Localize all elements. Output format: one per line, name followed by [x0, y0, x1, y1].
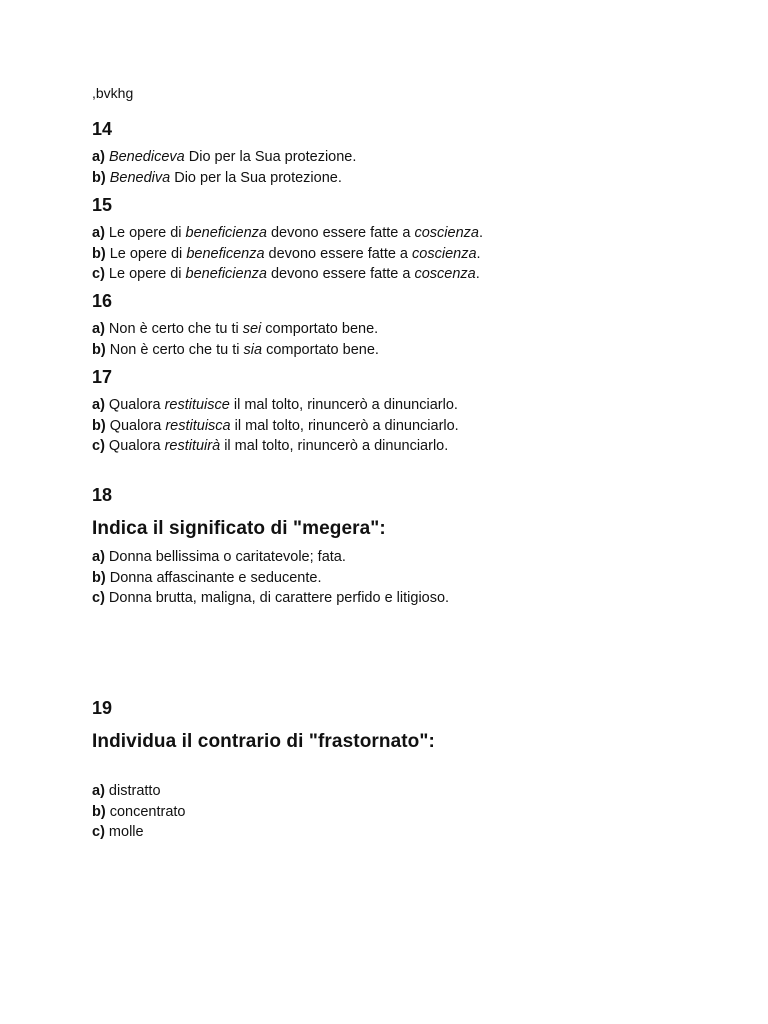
- option-text: comportato bene.: [262, 341, 379, 358]
- option-letter: b): [92, 803, 106, 820]
- option-text: Qualora: [104, 438, 165, 455]
- options-list: [92, 319, 712, 360]
- answer-option: [92, 416, 712, 437]
- option-italic-text: beneficienza: [185, 266, 267, 283]
- option-letter: c): [92, 590, 105, 607]
- question-number: 18: [92, 485, 113, 505]
- answer-option: [92, 568, 712, 589]
- option-letter: a): [92, 321, 105, 337]
- question-number: 17: [92, 367, 113, 387]
- option-letter: b): [92, 245, 106, 262]
- answer-option: [92, 340, 712, 361]
- option-text: il mal tolto, rinuncerò a dinunciarlo.: [230, 417, 459, 434]
- option-letter: a): [92, 549, 105, 565]
- option-text: Le opere di: [105, 245, 187, 262]
- option-text: devono essere fatte a: [264, 245, 413, 262]
- question-16: [92, 290, 712, 360]
- option-italic-text: restituisce: [164, 397, 230, 413]
- option-italic-text: Benediceva: [108, 149, 185, 165]
- question-number: 19: [92, 698, 113, 718]
- option-text: il mal tolto, rinuncerò a dinunciarlo.: [229, 397, 458, 413]
- answer-option: [92, 264, 712, 285]
- option-text: .: [475, 266, 480, 283]
- question-prompt: Indica il significato di "megera":: [92, 518, 386, 539]
- answer-option: [92, 588, 712, 609]
- question-19: [92, 697, 712, 843]
- answer-option: [92, 147, 712, 168]
- answer-option: [92, 168, 712, 189]
- option-letter: b): [92, 417, 106, 434]
- question-number: 14: [92, 119, 113, 139]
- answer-option: [92, 319, 712, 340]
- option-text: Qualora: [104, 397, 165, 413]
- option-letter: c): [92, 438, 105, 455]
- option-italic-text: sia: [243, 341, 263, 358]
- option-text: Dio per la Sua protezione.: [184, 149, 357, 165]
- answer-option: [92, 781, 712, 802]
- option-text: Non è certo che tu ti: [104, 321, 243, 337]
- header-text: ,bvkhg: [92, 85, 134, 101]
- answer-option: [92, 223, 712, 244]
- option-text: concentrato: [105, 803, 186, 820]
- option-text: Donna brutta, maligna, di carattere perfido e litigioso.: [104, 590, 450, 607]
- option-text: il mal tolto, rinuncerò a dinunciarlo.: [220, 438, 449, 455]
- option-letter: c): [92, 824, 105, 841]
- option-text: Le opere di: [104, 266, 186, 283]
- options-list: [92, 395, 712, 457]
- option-text: devono essere fatte a: [266, 266, 415, 283]
- answer-option: [92, 822, 712, 843]
- option-letter: b): [92, 569, 106, 586]
- options-list: [92, 547, 712, 609]
- option-text: Le opere di: [104, 225, 186, 241]
- question-14: [92, 118, 712, 188]
- option-letter: b): [92, 341, 106, 358]
- option-letter: c): [92, 266, 105, 283]
- option-italic-text: restituirà: [164, 438, 221, 455]
- question-18: [92, 484, 712, 609]
- answer-option: [92, 802, 712, 823]
- option-italic-text: sei: [242, 321, 262, 337]
- answer-option: [92, 244, 712, 265]
- option-text: Non è certo che tu ti: [105, 341, 244, 358]
- options-list: [92, 781, 712, 843]
- option-text: .: [476, 245, 481, 262]
- answer-option: [92, 395, 712, 416]
- option-text: Qualora: [105, 417, 166, 434]
- option-letter: a): [92, 783, 105, 799]
- option-text: Dio per la Sua protezione.: [170, 169, 342, 186]
- option-text: devono essere fatte a: [266, 225, 415, 241]
- question-15: [92, 194, 712, 285]
- option-italic-text: beneficenza: [186, 245, 265, 262]
- question-number: 16: [92, 291, 113, 311]
- option-italic-text: coscenza: [414, 266, 476, 283]
- option-letter: a): [92, 225, 105, 241]
- option-text: Donna affascinante e seducente.: [105, 569, 322, 586]
- option-italic-text: beneficienza: [185, 225, 267, 241]
- answer-option: [92, 547, 712, 568]
- options-list: [92, 147, 712, 188]
- option-text: distratto: [104, 783, 161, 799]
- question-prompt: Individua il contrario di "frastornato":: [92, 731, 435, 752]
- option-text: Donna bellissima o caritatevole; fata.: [104, 549, 346, 565]
- option-italic-text: restituisca: [165, 417, 231, 434]
- question-number: 15: [92, 195, 113, 215]
- option-letter: b): [92, 169, 106, 186]
- option-text: comportato bene.: [261, 321, 379, 337]
- question-17: [92, 366, 712, 457]
- options-list: [92, 223, 712, 285]
- option-italic-text: coscienza: [412, 245, 477, 262]
- option-letter: a): [92, 397, 105, 413]
- option-text: molle: [104, 824, 144, 841]
- option-italic-text: coscienza: [414, 225, 479, 241]
- option-italic-text: Benediva: [109, 169, 171, 186]
- option-text: .: [478, 225, 483, 241]
- answer-option: [92, 436, 712, 457]
- option-letter: a): [92, 149, 105, 165]
